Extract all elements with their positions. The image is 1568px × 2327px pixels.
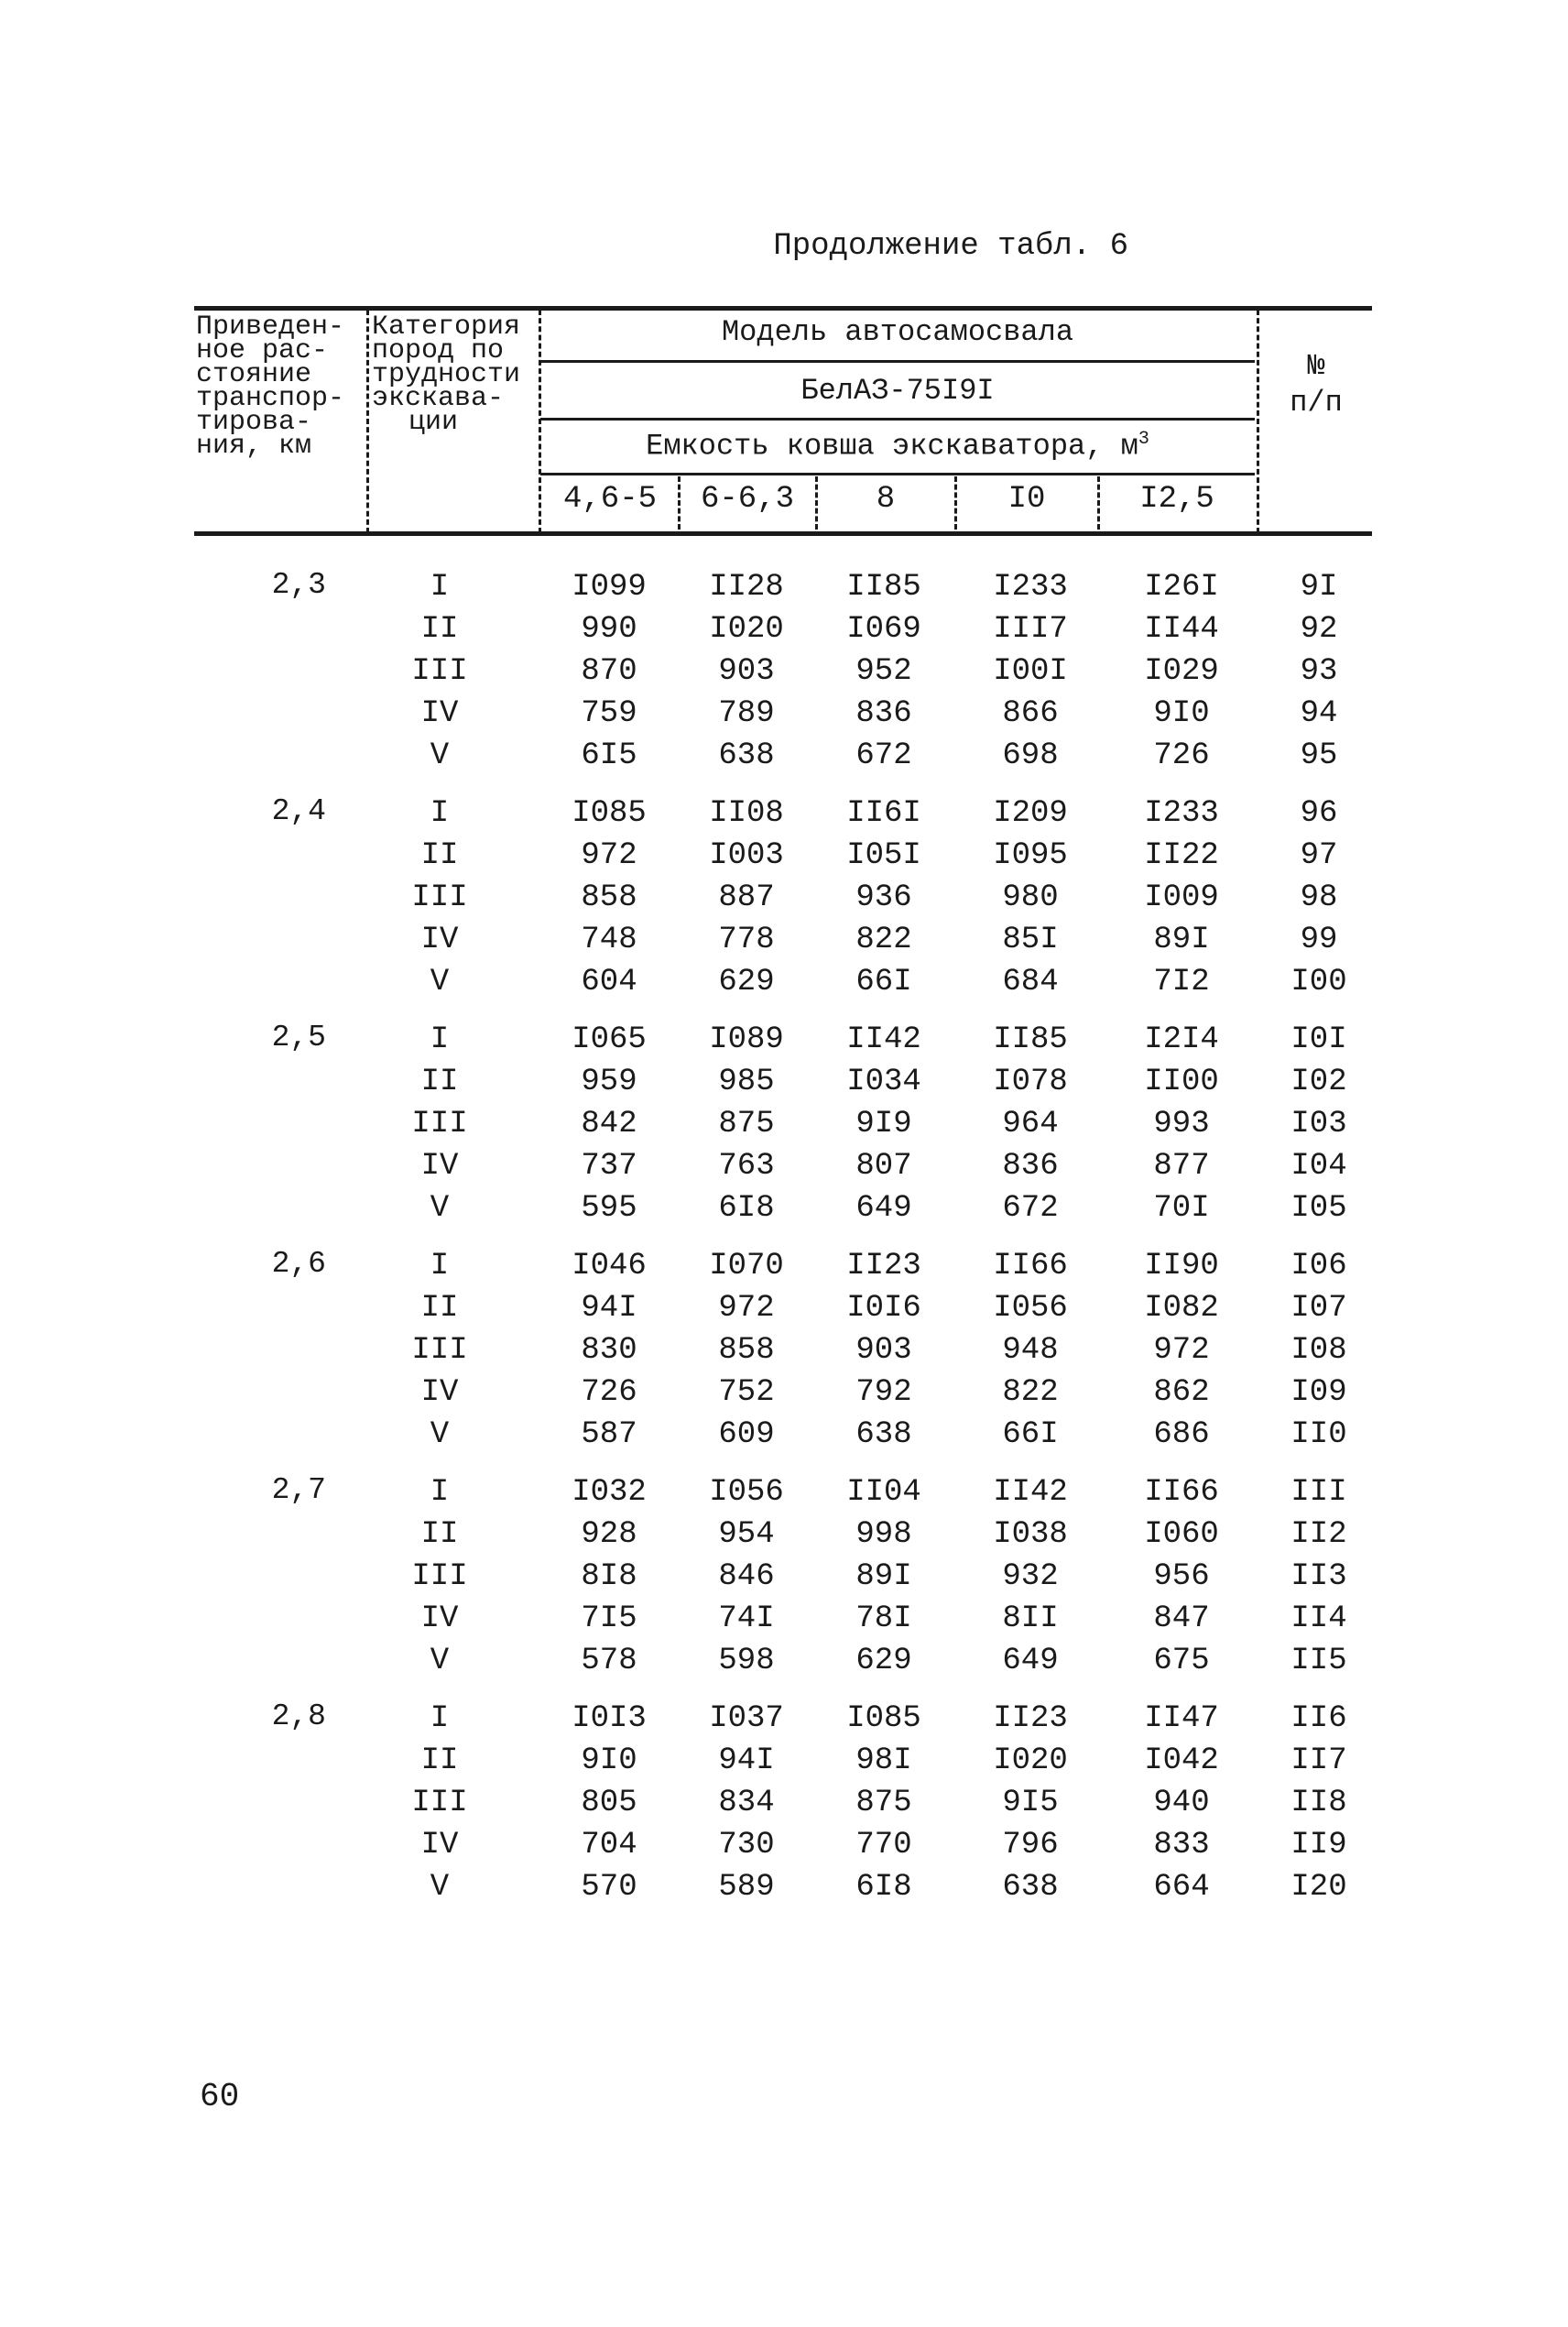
category-cell: I [430, 1249, 450, 1284]
value-cell: II22 [1144, 838, 1219, 873]
value-cell: I078 [993, 1065, 1068, 1099]
value-cell: 737 [581, 1149, 637, 1184]
value-cell: 834 [718, 1786, 775, 1820]
distance-label: 2,5 [271, 1021, 326, 1054]
value-cell: I233 [993, 570, 1068, 605]
value-cell: 629 [855, 1644, 912, 1678]
value-cell: II00 [1144, 1065, 1219, 1099]
row-number-cell: I02 [1290, 1065, 1347, 1099]
value-cell: 858 [718, 1333, 775, 1368]
value-cell: 932 [1002, 1559, 1059, 1594]
page-number: 60 [200, 2078, 240, 2115]
value-cell: I05I [846, 838, 921, 873]
distance-label: 2,7 [271, 1473, 326, 1507]
value-cell: 972 [1153, 1333, 1210, 1368]
value-cell: I060 [1144, 1517, 1219, 1552]
value-cell: 589 [718, 1870, 775, 1905]
value-cell: 875 [855, 1786, 912, 1820]
category-cell: II [420, 612, 459, 647]
table-row [0, 1640, 1568, 1682]
row-number-cell: II6 [1290, 1701, 1347, 1736]
header-capacity-col-5: I2,5 [1139, 482, 1214, 517]
value-cell: 649 [1002, 1644, 1059, 1678]
category-cell: I [430, 570, 450, 605]
value-cell: I209 [993, 796, 1068, 831]
row-number-cell: 94 [1300, 696, 1338, 731]
row-number-cell: 97 [1300, 838, 1338, 873]
value-cell: 940 [1153, 1786, 1210, 1820]
value-cell: 649 [855, 1191, 912, 1226]
header-capacity-col-4: I0 [1007, 482, 1046, 517]
value-cell: 664 [1153, 1870, 1210, 1905]
category-cell: III [411, 880, 468, 915]
value-cell: 686 [1153, 1417, 1210, 1452]
header-model-name: БелАЗ-75I9I [800, 374, 995, 408]
distance-label: 2,6 [271, 1247, 326, 1281]
value-cell: I26I [1144, 570, 1219, 605]
table-row [0, 1103, 1568, 1145]
value-cell: II23 [846, 1249, 921, 1284]
category-cell: III [411, 1786, 468, 1820]
value-cell: 830 [581, 1333, 637, 1368]
value-cell: II66 [1144, 1475, 1219, 1510]
table-row [0, 1019, 1568, 1061]
value-cell: 846 [718, 1559, 775, 1594]
value-cell: I099 [572, 570, 647, 605]
value-cell: 903 [718, 654, 775, 689]
value-cell: 807 [855, 1149, 912, 1184]
value-cell: 964 [1002, 1107, 1059, 1142]
table-row [0, 1371, 1568, 1414]
value-cell: II42 [846, 1022, 921, 1057]
category-cell: I [430, 1701, 450, 1736]
value-cell: 875 [718, 1107, 775, 1142]
category-cell: I [430, 796, 450, 831]
header-divider-3 [1257, 310, 1259, 533]
row-number-cell: I0I [1290, 1022, 1347, 1057]
value-cell: 66I [1002, 1417, 1059, 1452]
row-number-cell: II3 [1290, 1559, 1347, 1594]
value-cell: 9I0 [1153, 696, 1210, 731]
category-cell: V [430, 738, 450, 773]
value-cell: 9I5 [1002, 1786, 1059, 1820]
value-cell: 66I [855, 965, 912, 1000]
table-row [0, 792, 1568, 835]
table-caption: Продолжение табл. 6 [773, 229, 1128, 264]
value-cell: 89I [855, 1559, 912, 1594]
value-cell: 952 [855, 654, 912, 689]
value-cell: 570 [581, 1870, 637, 1905]
value-cell: I020 [993, 1743, 1068, 1778]
row-number-cell: I00 [1290, 965, 1347, 1000]
category-cell: III [411, 1107, 468, 1142]
header-bottom-rule [194, 531, 1372, 536]
value-cell: I009 [1144, 880, 1219, 915]
value-cell: 704 [581, 1828, 637, 1863]
table-row [0, 1598, 1568, 1640]
table-row [0, 1782, 1568, 1824]
value-cell: II08 [709, 796, 784, 831]
value-cell: I003 [709, 838, 784, 873]
category-cell: II [420, 1065, 459, 1099]
table-row [0, 566, 1568, 608]
value-cell: II04 [846, 1475, 921, 1510]
value-cell: II66 [993, 1249, 1068, 1284]
value-cell: 604 [581, 965, 637, 1000]
category-cell: II [420, 1743, 459, 1778]
value-cell: I089 [709, 1022, 784, 1057]
table-row [0, 693, 1568, 735]
value-cell: I00I [993, 654, 1068, 689]
header-distance: Приведен- ное рас- стояние транспор- тирова- ния, км [196, 311, 345, 462]
value-cell: 796 [1002, 1828, 1059, 1863]
row-number-cell: I06 [1290, 1249, 1347, 1284]
value-cell: 6I8 [855, 1870, 912, 1905]
row-number-cell: I08 [1290, 1333, 1347, 1368]
category-cell: V [430, 1191, 450, 1226]
table-row [0, 1145, 1568, 1187]
value-cell: 675 [1153, 1644, 1210, 1678]
table-row [0, 1866, 1568, 1908]
header-capacity-col-1: 4,6-5 [562, 482, 658, 517]
header-divider-1 [366, 310, 369, 533]
value-cell: 638 [1002, 1870, 1059, 1905]
capacity-divider-rule [540, 473, 1255, 475]
value-cell: 847 [1153, 1601, 1210, 1636]
value-cell: 959 [581, 1065, 637, 1099]
header-model-label: Модель автосамосвала [721, 315, 1074, 349]
category-cell: IV [420, 1828, 459, 1863]
value-cell: I070 [709, 1249, 784, 1284]
value-cell: 609 [718, 1417, 775, 1452]
category-cell: II [420, 1517, 459, 1552]
value-cell: 954 [718, 1517, 775, 1552]
row-number-cell: 98 [1300, 880, 1338, 915]
value-cell: 8I8 [581, 1559, 637, 1594]
category-cell: V [430, 965, 450, 1000]
distance-label: 2,4 [271, 794, 326, 828]
header-capacity-col-3: 8 [876, 482, 896, 517]
value-cell: 990 [581, 612, 637, 647]
table-top-rule [194, 306, 1372, 311]
header-capacity-col-2: 6-6,3 [700, 482, 795, 517]
value-cell: 936 [855, 880, 912, 915]
value-cell: I2I4 [1144, 1022, 1219, 1057]
row-number-cell: 96 [1300, 796, 1338, 831]
value-cell: 595 [581, 1191, 637, 1226]
table-row [0, 1740, 1568, 1782]
value-cell: 858 [581, 880, 637, 915]
value-cell: I082 [1144, 1291, 1219, 1326]
table-row [0, 1287, 1568, 1329]
value-cell: II44 [1144, 612, 1219, 647]
row-number-cell: II5 [1290, 1644, 1347, 1678]
header-category: Категория пород по трудности экскава- ции [372, 311, 521, 438]
value-cell: 7I2 [1153, 965, 1210, 1000]
table-row [0, 919, 1568, 961]
table-row [0, 835, 1568, 877]
table-row [0, 1556, 1568, 1598]
table-row [0, 1513, 1568, 1556]
value-cell: 578 [581, 1644, 637, 1678]
row-number-cell: I05 [1290, 1191, 1347, 1226]
value-cell: I069 [846, 612, 921, 647]
row-number-cell: I07 [1290, 1291, 1347, 1326]
value-cell: 972 [718, 1291, 775, 1326]
value-cell: 70I [1153, 1191, 1210, 1226]
value-cell: 770 [855, 1828, 912, 1863]
value-cell: I233 [1144, 796, 1219, 831]
value-cell: I020 [709, 612, 784, 647]
value-cell: 6I5 [581, 738, 637, 773]
value-cell: II47 [1144, 1701, 1219, 1736]
category-cell: V [430, 1870, 450, 1905]
table-row [0, 1061, 1568, 1103]
value-cell: 928 [581, 1517, 637, 1552]
row-number-cell: II7 [1290, 1743, 1347, 1778]
value-cell: I085 [846, 1701, 921, 1736]
value-cell: I034 [846, 1065, 921, 1099]
value-cell: 836 [1002, 1149, 1059, 1184]
value-cell: 74I [718, 1601, 775, 1636]
value-cell: 985 [718, 1065, 775, 1099]
row-number-cell: II2 [1290, 1517, 1347, 1552]
model-name-divider-rule [540, 418, 1255, 421]
value-cell: 752 [718, 1375, 775, 1410]
row-number-cell: I09 [1290, 1375, 1347, 1410]
category-cell: V [430, 1417, 450, 1452]
value-cell: 9I0 [581, 1743, 637, 1778]
value-cell: 822 [1002, 1375, 1059, 1410]
value-cell: 6I8 [718, 1191, 775, 1226]
model-divider-rule [540, 360, 1255, 363]
value-cell: II28 [709, 570, 784, 605]
value-cell: 726 [581, 1375, 637, 1410]
value-cell: II23 [993, 1701, 1068, 1736]
row-number-cell: 92 [1300, 612, 1338, 647]
value-cell: 993 [1153, 1107, 1210, 1142]
value-cell: 866 [1002, 696, 1059, 731]
value-cell: 877 [1153, 1149, 1210, 1184]
table-row [0, 650, 1568, 693]
value-cell: 789 [718, 696, 775, 731]
table-row [0, 1187, 1568, 1229]
value-cell: 998 [855, 1517, 912, 1552]
value-cell: 672 [1002, 1191, 1059, 1226]
value-cell: 836 [855, 696, 912, 731]
value-cell: 903 [855, 1333, 912, 1368]
value-cell: 598 [718, 1644, 775, 1678]
value-cell: 778 [718, 923, 775, 957]
category-cell: II [420, 1291, 459, 1326]
value-cell: I0I3 [572, 1701, 647, 1736]
value-cell: 805 [581, 1786, 637, 1820]
header-capacity-label: Емкость ковша экскаватора, $м^3$ [646, 429, 1149, 464]
row-number-cell: I04 [1290, 1149, 1347, 1184]
category-cell: III [411, 1333, 468, 1368]
value-cell: 85I [1002, 923, 1059, 957]
category-cell: IV [420, 923, 459, 957]
value-cell: II42 [993, 1475, 1068, 1510]
value-cell: 587 [581, 1417, 637, 1452]
table-row [0, 1329, 1568, 1371]
value-cell: III7 [993, 612, 1068, 647]
value-cell: 9I9 [855, 1107, 912, 1142]
value-cell: 94I [718, 1743, 775, 1778]
value-cell: II6I [846, 796, 921, 831]
row-number-cell: 99 [1300, 923, 1338, 957]
table-row [0, 961, 1568, 1003]
value-cell: I065 [572, 1022, 647, 1057]
value-cell: 887 [718, 880, 775, 915]
value-cell: 972 [581, 838, 637, 873]
value-cell: 870 [581, 654, 637, 689]
value-cell: 748 [581, 923, 637, 957]
table-row [0, 877, 1568, 919]
value-cell: I042 [1144, 1743, 1219, 1778]
value-cell: 98I [855, 1743, 912, 1778]
value-cell: I038 [993, 1517, 1068, 1552]
value-cell: I029 [1144, 654, 1219, 689]
value-cell: 629 [718, 965, 775, 1000]
row-number-cell: II4 [1290, 1601, 1347, 1636]
table-row [0, 1471, 1568, 1513]
value-cell: I0I6 [846, 1291, 921, 1326]
row-number-cell: II8 [1290, 1786, 1347, 1820]
value-cell: I046 [572, 1249, 647, 1284]
value-cell: 8II [1002, 1601, 1059, 1636]
table-row [0, 1414, 1568, 1456]
row-number-cell: 93 [1300, 654, 1338, 689]
category-cell: V [430, 1644, 450, 1678]
value-cell: II90 [1144, 1249, 1219, 1284]
category-cell: II [420, 838, 459, 873]
row-number-cell: 95 [1300, 738, 1338, 773]
category-cell: IV [420, 1375, 459, 1410]
row-number-cell: I03 [1290, 1107, 1347, 1142]
value-cell: 726 [1153, 738, 1210, 773]
table-row [0, 1824, 1568, 1866]
value-cell: 956 [1153, 1559, 1210, 1594]
value-cell: 638 [718, 738, 775, 773]
category-cell: IV [420, 1149, 459, 1184]
value-cell: II85 [993, 1022, 1068, 1057]
value-cell: 822 [855, 923, 912, 957]
category-cell: III [411, 1559, 468, 1594]
value-cell: I056 [993, 1291, 1068, 1326]
value-cell: 980 [1002, 880, 1059, 915]
table-row [0, 608, 1568, 650]
value-cell: I095 [993, 838, 1068, 873]
category-cell: IV [420, 1601, 459, 1636]
value-cell: 89I [1153, 923, 1210, 957]
category-cell: I [430, 1022, 450, 1057]
value-cell: 763 [718, 1149, 775, 1184]
row-number-cell: II0 [1290, 1417, 1347, 1452]
value-cell: 862 [1153, 1375, 1210, 1410]
value-cell: 792 [855, 1375, 912, 1410]
table-row [0, 735, 1568, 777]
value-cell: 948 [1002, 1333, 1059, 1368]
value-cell: 94I [581, 1291, 637, 1326]
header-row-number: № п/п [1290, 349, 1343, 420]
distance-label: 2,8 [271, 1699, 326, 1733]
row-number-cell: 9I [1300, 570, 1338, 605]
value-cell: 698 [1002, 738, 1059, 773]
category-cell: IV [420, 696, 459, 731]
distance-label: 2,3 [271, 568, 326, 602]
value-cell: 638 [855, 1417, 912, 1452]
value-cell: 730 [718, 1828, 775, 1863]
category-cell: I [430, 1475, 450, 1510]
value-cell: 833 [1153, 1828, 1210, 1863]
value-cell: II85 [846, 570, 921, 605]
table-row [0, 1698, 1568, 1740]
value-cell: 7I5 [581, 1601, 637, 1636]
row-number-cell: II9 [1290, 1828, 1347, 1863]
row-number-cell: III [1290, 1475, 1347, 1510]
value-cell: 842 [581, 1107, 637, 1142]
value-cell: I085 [572, 796, 647, 831]
value-cell: I032 [572, 1475, 647, 1510]
value-cell: 672 [855, 738, 912, 773]
value-cell: I056 [709, 1475, 784, 1510]
value-cell: 759 [581, 696, 637, 731]
category-cell: III [411, 654, 468, 689]
value-cell: I037 [709, 1701, 784, 1736]
value-cell: 78I [855, 1601, 912, 1636]
table-row [0, 1245, 1568, 1287]
value-cell: 684 [1002, 965, 1059, 1000]
row-number-cell: I20 [1290, 1870, 1347, 1905]
